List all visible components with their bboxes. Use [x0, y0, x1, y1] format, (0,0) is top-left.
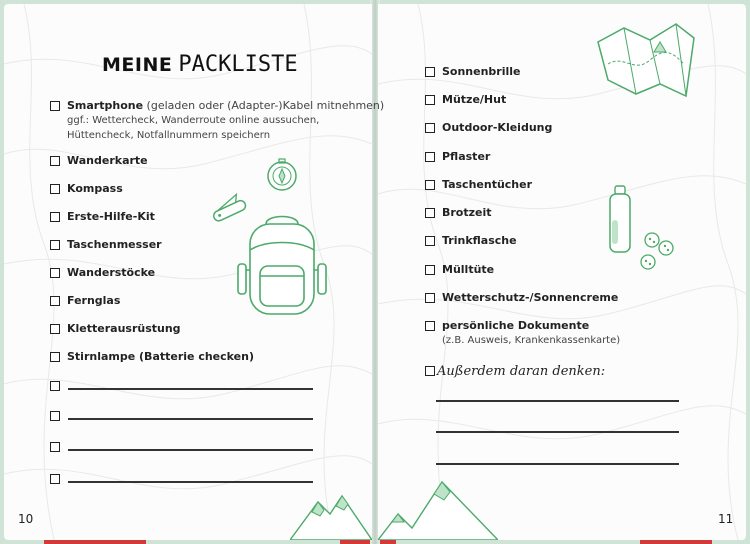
checkbox[interactable] [50, 101, 60, 111]
item-label: Brotzeit [442, 206, 492, 219]
blank-entry [50, 440, 60, 452]
item-label: Mülltüte [442, 263, 495, 276]
write-line[interactable] [436, 463, 679, 465]
item-label: Wanderstöcke [67, 266, 156, 279]
checkbox[interactable] [50, 268, 60, 278]
checkbox[interactable] [425, 366, 435, 376]
checkbox[interactable] [425, 152, 435, 162]
write-line[interactable] [68, 449, 313, 451]
checkbox[interactable] [50, 381, 60, 391]
checkbox[interactable] [50, 411, 60, 421]
checkbox[interactable] [50, 324, 60, 334]
blank-entry [50, 472, 60, 484]
checklist-item [50, 154, 148, 168]
red-accent-bar [640, 540, 712, 544]
item-subtext: (z.B. Ausweis, Krankenkassenkarte) [442, 335, 621, 346]
red-accent-bar [340, 540, 370, 544]
checkbox[interactable] [50, 352, 60, 362]
checklist-item [50, 266, 155, 280]
title-part-2: PACKLISTE [178, 52, 298, 77]
checkbox[interactable] [50, 240, 60, 250]
item-subtext: Hüttencheck, Notfallnummern speichern [67, 130, 271, 141]
checkbox[interactable] [50, 156, 60, 166]
checklist-item [425, 150, 490, 164]
blank-entry [50, 379, 60, 391]
checkbox[interactable] [425, 123, 435, 133]
extra-section-checkbox [425, 364, 435, 376]
checklist-item [425, 121, 552, 135]
item-label: Kompass [67, 182, 123, 195]
checkbox[interactable] [425, 265, 435, 275]
checklist-item [425, 178, 532, 192]
checkbox[interactable] [425, 180, 435, 190]
checklist-item [50, 294, 120, 308]
write-line[interactable] [436, 431, 679, 433]
checklist-item [50, 182, 123, 196]
page-number-right: 11 [718, 512, 734, 526]
bottle-icon [606, 184, 634, 256]
item-label: persönliche Dokumente [442, 319, 590, 332]
item-label: Wanderkarte [67, 154, 148, 167]
checkbox[interactable] [50, 474, 60, 484]
item-note: (geladen oder (Adapter-)Kabel mitnehmen) [143, 99, 385, 112]
checklist-item-dokumente [425, 319, 620, 348]
item-label: Wetterschutz-/Sonnencreme [442, 291, 619, 304]
checklist-item [50, 210, 155, 224]
checkbox[interactable] [50, 212, 60, 222]
page-title [102, 52, 298, 77]
write-line[interactable] [68, 388, 313, 390]
page-number-left: 10 [18, 512, 34, 526]
item-note: (Batterie checken) [135, 350, 255, 363]
checklist-item [50, 238, 162, 252]
checklist-item [425, 93, 506, 107]
item-label: Kletterausrüstung [67, 322, 181, 335]
blank-entry [50, 409, 60, 421]
checklist-item [425, 263, 494, 277]
checkbox[interactable] [50, 442, 60, 452]
checkbox[interactable] [50, 296, 60, 306]
map-icon [594, 14, 698, 100]
item-label: Outdoor-Kleidung [442, 121, 553, 134]
write-line[interactable] [68, 481, 313, 483]
mountains-icon [290, 490, 372, 540]
item-label: Taschentücher [442, 178, 533, 191]
checklist-item [425, 291, 618, 305]
item-label: Pflaster [442, 150, 491, 163]
checklist-item-smartphone [50, 99, 384, 143]
checklist-item [425, 65, 521, 79]
item-subtext: ggf.: Wettercheck, Wanderroute online aussuchen, [67, 115, 320, 126]
backpack-icon [236, 210, 328, 320]
item-label: Stirnlampe [67, 350, 136, 363]
item-label: Taschenmesser [67, 238, 162, 251]
checkbox[interactable] [425, 236, 435, 246]
compass-icon [265, 158, 299, 192]
write-line[interactable] [68, 418, 313, 420]
cookies-icon [632, 232, 682, 272]
item-label: Erste-Hilfe-Kit [67, 210, 155, 223]
checklist-item-stirnlampe [50, 350, 254, 364]
checkbox[interactable] [425, 293, 435, 303]
checkbox[interactable] [425, 95, 435, 105]
write-line[interactable] [436, 400, 679, 402]
item-label: Trinkflasche [442, 234, 517, 247]
checklist-item [50, 322, 181, 336]
checkbox[interactable] [425, 208, 435, 218]
red-accent-bar [380, 540, 396, 544]
title-part-1: MEINE [102, 54, 173, 76]
item-label: Fernglas [67, 294, 121, 307]
extra-heading: Außerdem daran denken: [437, 364, 606, 379]
checkbox[interactable] [50, 184, 60, 194]
item-label: Mütze/Hut [442, 93, 507, 106]
mountains-icon [378, 478, 498, 540]
checklist-item [425, 206, 492, 220]
item-label: Smartphone [67, 99, 144, 112]
checkbox[interactable] [425, 321, 435, 331]
red-accent-bar [44, 540, 146, 544]
checklist-item [425, 234, 517, 248]
item-label: Sonnenbrille [442, 65, 521, 78]
checkbox[interactable] [425, 67, 435, 77]
